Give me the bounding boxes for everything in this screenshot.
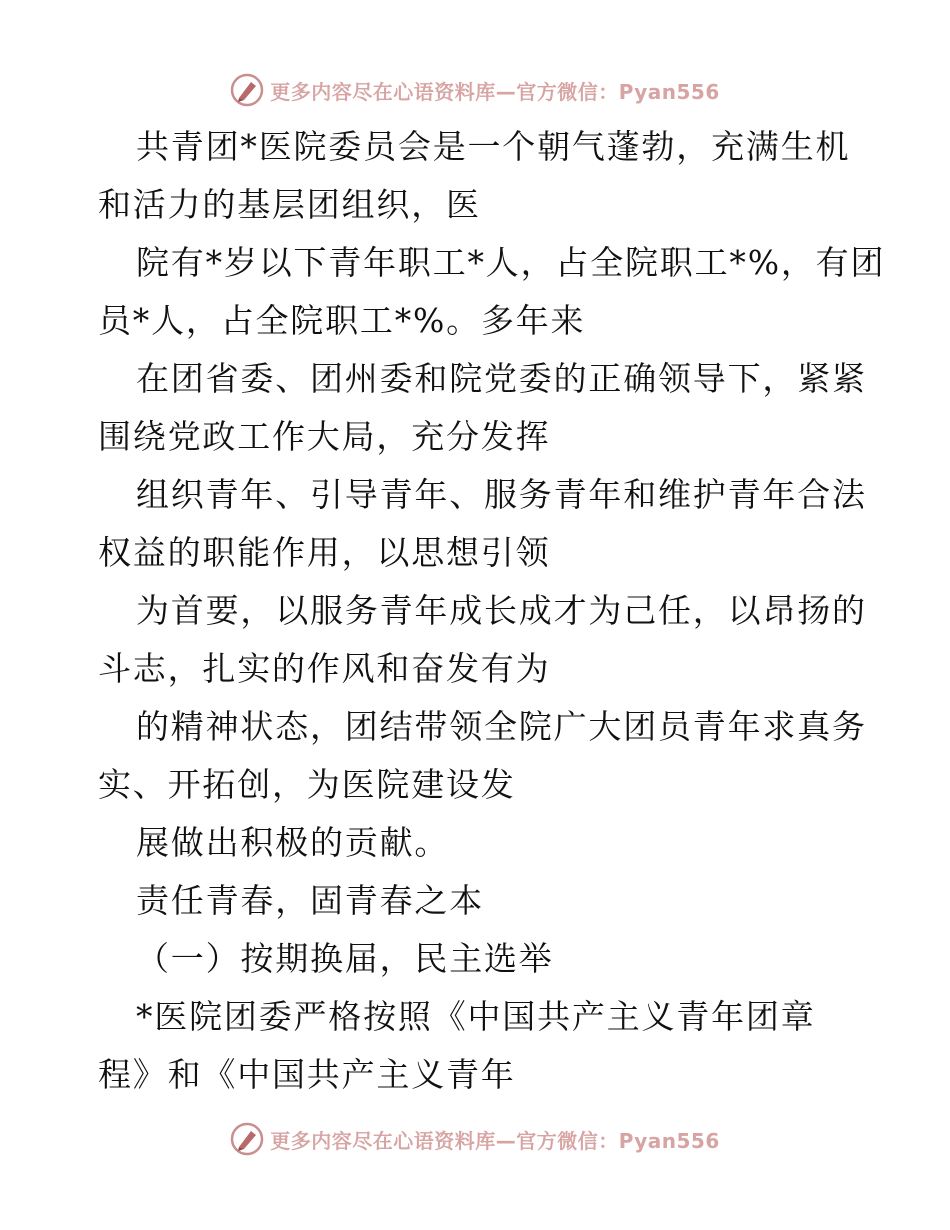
body-line: *医院团委严格按照《中国共产主义青年团章 <box>136 997 816 1036</box>
subsection-heading: （一）按期换届，民主选举 <box>136 939 554 978</box>
body-line: 斗志，扎实的作风和奋发有为 <box>98 649 551 688</box>
body-line: 围绕党政工作大局，充分发挥 <box>98 417 551 456</box>
pen-nib-logo-icon <box>230 73 264 107</box>
section-heading: 责任青春，固青春之本 <box>136 881 484 920</box>
body-line: 共青团*医院委员会是一个朝气蓬勃，充满生机 <box>136 127 851 166</box>
body-line: 的精神状态，团结带领全院广大团员青年求真务 <box>136 707 867 746</box>
body-line: 展做出积极的贡献。 <box>136 823 450 862</box>
body-line: 组织青年、引导青年、服务青年和维护青年合法 <box>136 475 867 514</box>
body-line: 在团省委、团州委和院党委的正确领导下，紧紧 <box>136 359 867 398</box>
body-line: 院有*岁以下青年职工*人，占全院职工*%，有团 <box>136 243 886 282</box>
footer-watermark-banner <box>0 1119 950 1159</box>
header-watermark-text: 更多内容尽在心语资料库—官方微信：Pyan556 <box>270 79 720 104</box>
pen-nib-logo-icon <box>230 1122 264 1156</box>
body-line: 为首要，以服务青年成长成才为己任，以昂扬的 <box>136 591 867 630</box>
footer-watermark-text: 更多内容尽在心语资料库—官方微信：Pyan556 <box>270 1128 720 1153</box>
body-line: 员*人，占全院职工*%。多年来 <box>98 301 586 340</box>
document-body <box>98 118 886 1104</box>
body-line: 权益的职能作用，以思想引领 <box>98 533 551 572</box>
body-line: 实、开拓创，为医院建设发 <box>98 765 516 804</box>
body-line: 和活力的基层团组织，医 <box>98 185 481 224</box>
header-watermark-banner <box>0 70 950 110</box>
body-line: 程》和《中国共产主义青年 <box>98 1055 516 1094</box>
